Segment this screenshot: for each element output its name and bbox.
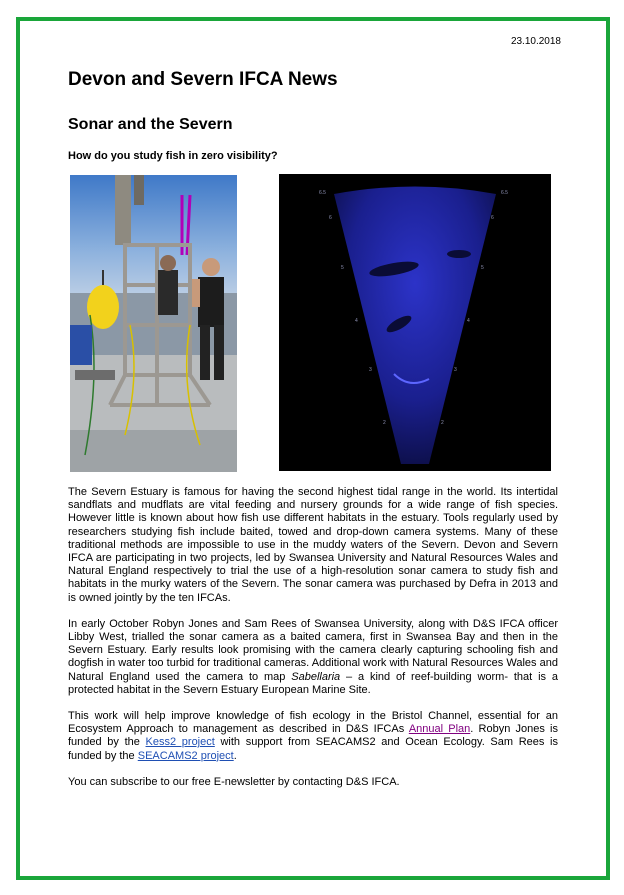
paragraph-3-text-b: . Robyn Jones is funded by the	[68, 723, 558, 749]
article-body	[68, 486, 558, 802]
paragraph-4: You can subscribe to our free E-newsletter by contacting D&S IFCA.	[68, 775, 400, 788]
sonar-scale-right-4: 3	[454, 367, 457, 373]
sonar-scale-left-3: 4	[355, 318, 358, 324]
paragraph-3-text-d: .	[233, 749, 237, 762]
article-title: Sonar and the Severn	[68, 116, 233, 133]
species-name: Sabellaria	[291, 670, 341, 683]
annual-plan-link[interactable]: Annual Plan	[408, 723, 471, 736]
page-title: Devon and Severn IFCA News	[68, 69, 338, 90]
sonar-scale-right-1: 6	[491, 215, 494, 221]
sonar-scale-right-3: 4	[467, 318, 470, 324]
paragraph-3-text-c: with support from SEACAMS2 and Ocean Ecology. Sam Rees is funded by the	[68, 736, 558, 762]
paragraph-3-text-a: This work will help improve knowledge of fish ecology in the Bristol Channel, essential for an Ecosystem Approach to management as described in D&S IFCAs	[68, 710, 558, 736]
article-question: How do you study fish in zero visibility?	[68, 150, 278, 162]
sonar-scale-right-2: 5	[481, 265, 484, 271]
page-border	[16, 17, 610, 880]
paragraph-3	[68, 710, 558, 763]
boat-deployment-photo	[70, 175, 237, 472]
sonar-scale-right-5: 2	[441, 420, 444, 426]
kess2-project-link[interactable]: Kess2 project	[145, 736, 215, 749]
paragraph-2-text-end: – a kind of reef-building worm- that is a protected habitat in the Severn Estuary European Marine Site.	[68, 670, 558, 696]
sonar-scale-left-2: 5	[341, 265, 344, 271]
sonar-scale-left-5: 2	[383, 420, 386, 426]
sonar-scale-left-4: 3	[369, 367, 372, 373]
sonar-scale-right-0: 6.5	[501, 190, 508, 196]
seacams2-project-link[interactable]: SEACAMS2 project	[137, 749, 234, 762]
sonar-scale-left-1: 6	[329, 215, 332, 221]
date-label: 23.10.2018	[510, 36, 561, 47]
sonar-scale-left-0: 6.5	[319, 190, 326, 196]
paragraph-1: The Severn Estuary is famous for having the second highest tidal range in the world. Its intertidal sandflats and mudflats are vital feeding and nursery grounds for a wide range of fish species. However little is known about how fish use different habitats in the estuary. Tools regularly used by researchers studying fish include baited, towed and drop-down camera systems. Many of these traditional methods are impossible to use in the muddy waters of the Severn. Devon and Severn IFCA are participating in two projects, led by Swansea University and Natural Resources Wales and Natural England respectively to trial the use of a high-resolution sonar camera to study fish and habitats in the murky waters of the Severn. The sonar camera was purchased by Defra in 2013 and is owned jointly by the ten IFCAs.	[68, 486, 558, 604]
sonar-image	[279, 174, 551, 471]
paragraph-2-text: In early October Robyn Jones and Sam Rees of Swansea University, along with D&S IFCA officer Libby West, trialled the sonar camera as a baited camera, first in Swansea Bay and then in the Severn Estuary. Early results look promising with the camera clearly capturing schooling fish and dogfish in water too turbid for traditional cameras. Additional work with Natural Resources Wales and Natural England used the camera to map	[68, 617, 558, 683]
paragraph-2	[68, 618, 558, 697]
